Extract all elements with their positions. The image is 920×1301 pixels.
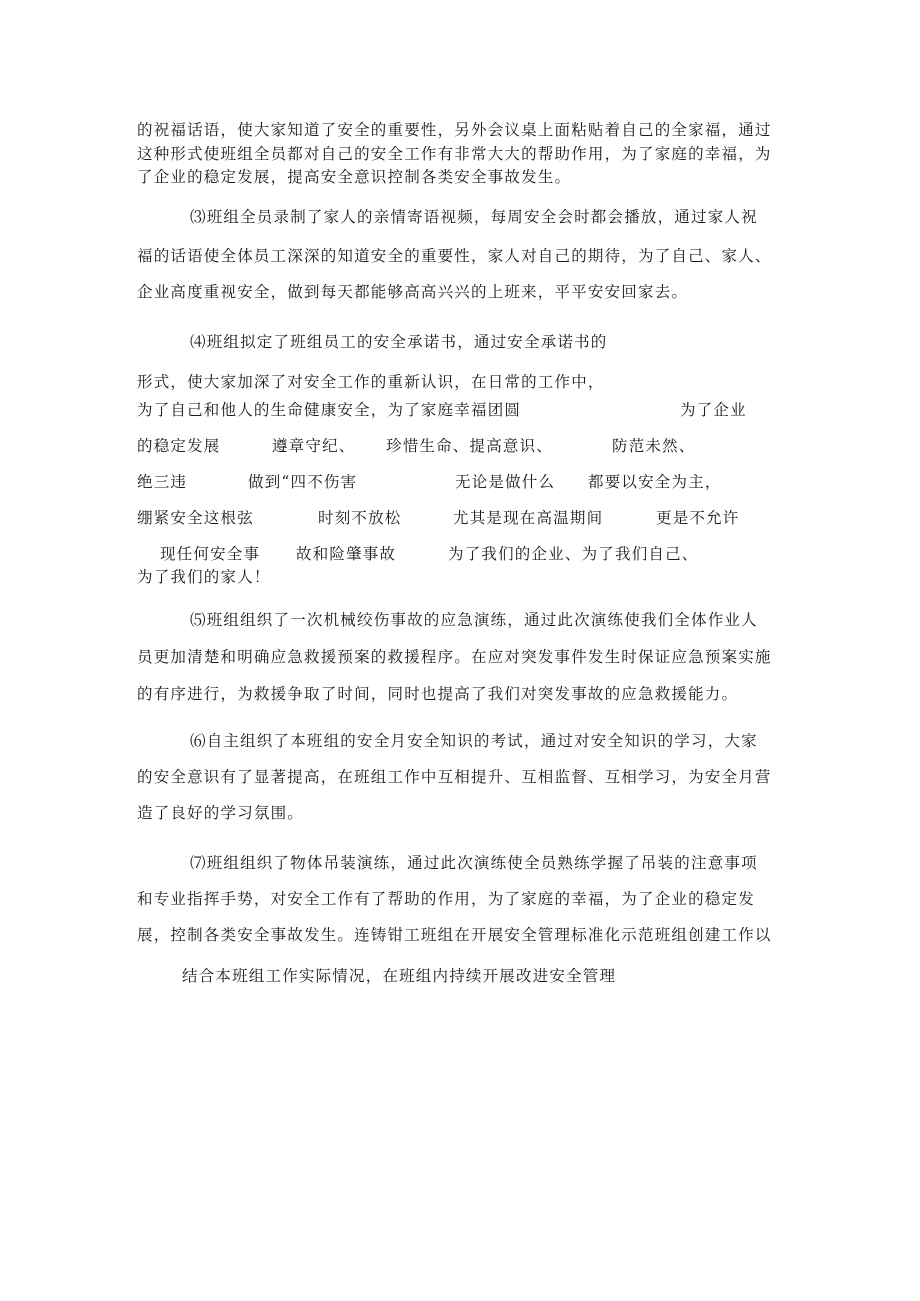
intro-line-3: 了企业的稳定发展，提高安全意识控制各类安全事故发生。 [137,168,572,186]
p5-line-1: ⑸班组组织了一次机械绞伤事故的应急演练，通过此次演练使我们全体作业人 [190,611,758,629]
p4-line-4-seg-1: 的稳定发展 [137,437,221,455]
p4-line-8: 为了我们的家人！ [137,568,271,586]
p4-line-2: 形式，使大家加深了对安全工作的重新认识，在日常的工作中， [137,373,605,391]
p7-line-1: ⑺班组组织了物体吊装演练，通过此次演练使全员熟练学握了吊装的注意事项 [190,854,758,872]
closing-line: 结合本班组工作实际情况，在班组内持续开展改进安全管理 [182,967,617,985]
intro-line-1: 的祝福话语，使大家知道了安全的重要性，另外会议桌上面粘贴着自己的全家福，通过 [137,121,772,139]
p7-line-3: 展，控制各类安全事故发生。连铸钳工班组在开展安全管理标准化示范班组创建工作以 [137,926,772,944]
p4-line-7-seg-3: 为了我们的企业、为了我们自己、 [448,545,699,563]
p4-line-4-seg-2: 遵章守纪、 [272,437,356,455]
p4-line-6-seg-4: 更是不允许 [656,509,740,527]
intro-line-2: 这种形式使班组全员都对自己的安全工作有非常大大的帮助作用，为了家庭的幸福，为 [137,145,772,163]
p4-line-4-seg-4: 防范未然、 [612,437,696,455]
p6-line-2: 的安全意识有了显著提高，在班组工作中互相提升、互相监督、互相学习，为安全月营 [137,768,772,786]
p6-line-1: ⑹自主组织了本班组的安全月安全知识的考试，通过对安全知识的学习，大家 [190,732,758,750]
p5-line-3: 的有序进行，为救援争取了时间，同时也提高了我们对突发事故的应急救援能力。 [137,685,739,703]
p4-line-5-seg-3: 无论是做什么 [455,473,556,491]
p4-line-4-seg-3: 珍惜生命、提高意识、 [386,437,554,455]
p3-line-3: 企业高度重视安全，做到每天都能够高高兴兴的上班来，平平安安回家去。 [137,283,689,301]
p4-line-6-seg-2: 时刻不放松 [318,509,402,527]
p6-line-3: 造了良好的学习氛围。 [137,804,305,822]
p4-line-5-seg-1: 绝三违 [137,473,188,491]
p5-line-2: 员更加清楚和明确应急救援预案的救援程序。在应对突发事件发生时保证应急预案实施 [137,648,772,666]
p3-line-2: 福的话语使全体员工深深的知道安全的重要性，家人对自己的期待，为了自己、家人、 [137,247,772,265]
p4-line-5-seg-2: 做到“四不伤害 [248,473,358,491]
p4-line-3b: 为了企业 [680,401,747,419]
p4-line-7-seg-1: 现任何安全事 [160,545,261,563]
p4-line-6-seg-3: 尤其是现在高温期间 [453,509,604,527]
p4-line-7-seg-2: 故和险肇事故 [296,545,397,563]
p4-line-3a: 为了自己和他人的生命健康安全，为了家庭幸福团圆 [137,401,522,419]
p4-line-6-seg-1: 绷紧安全这根弦 [137,509,254,527]
p4-line-1: ⑷班组拟定了班组员工的安全承诺书，通过安全承诺书的 [190,333,608,351]
p4-line-5-seg-4: 都要以安全为主， [588,473,722,491]
p7-line-2: 和专业指挥手势，对安全工作有了帮助的作用，为了家庭的幸福，为了企业的稳定发 [137,890,755,908]
p3-line-1: ⑶班组全员录制了家人的亲情寄语视频，每周安全会时都会播放，通过家人祝 [190,208,758,226]
